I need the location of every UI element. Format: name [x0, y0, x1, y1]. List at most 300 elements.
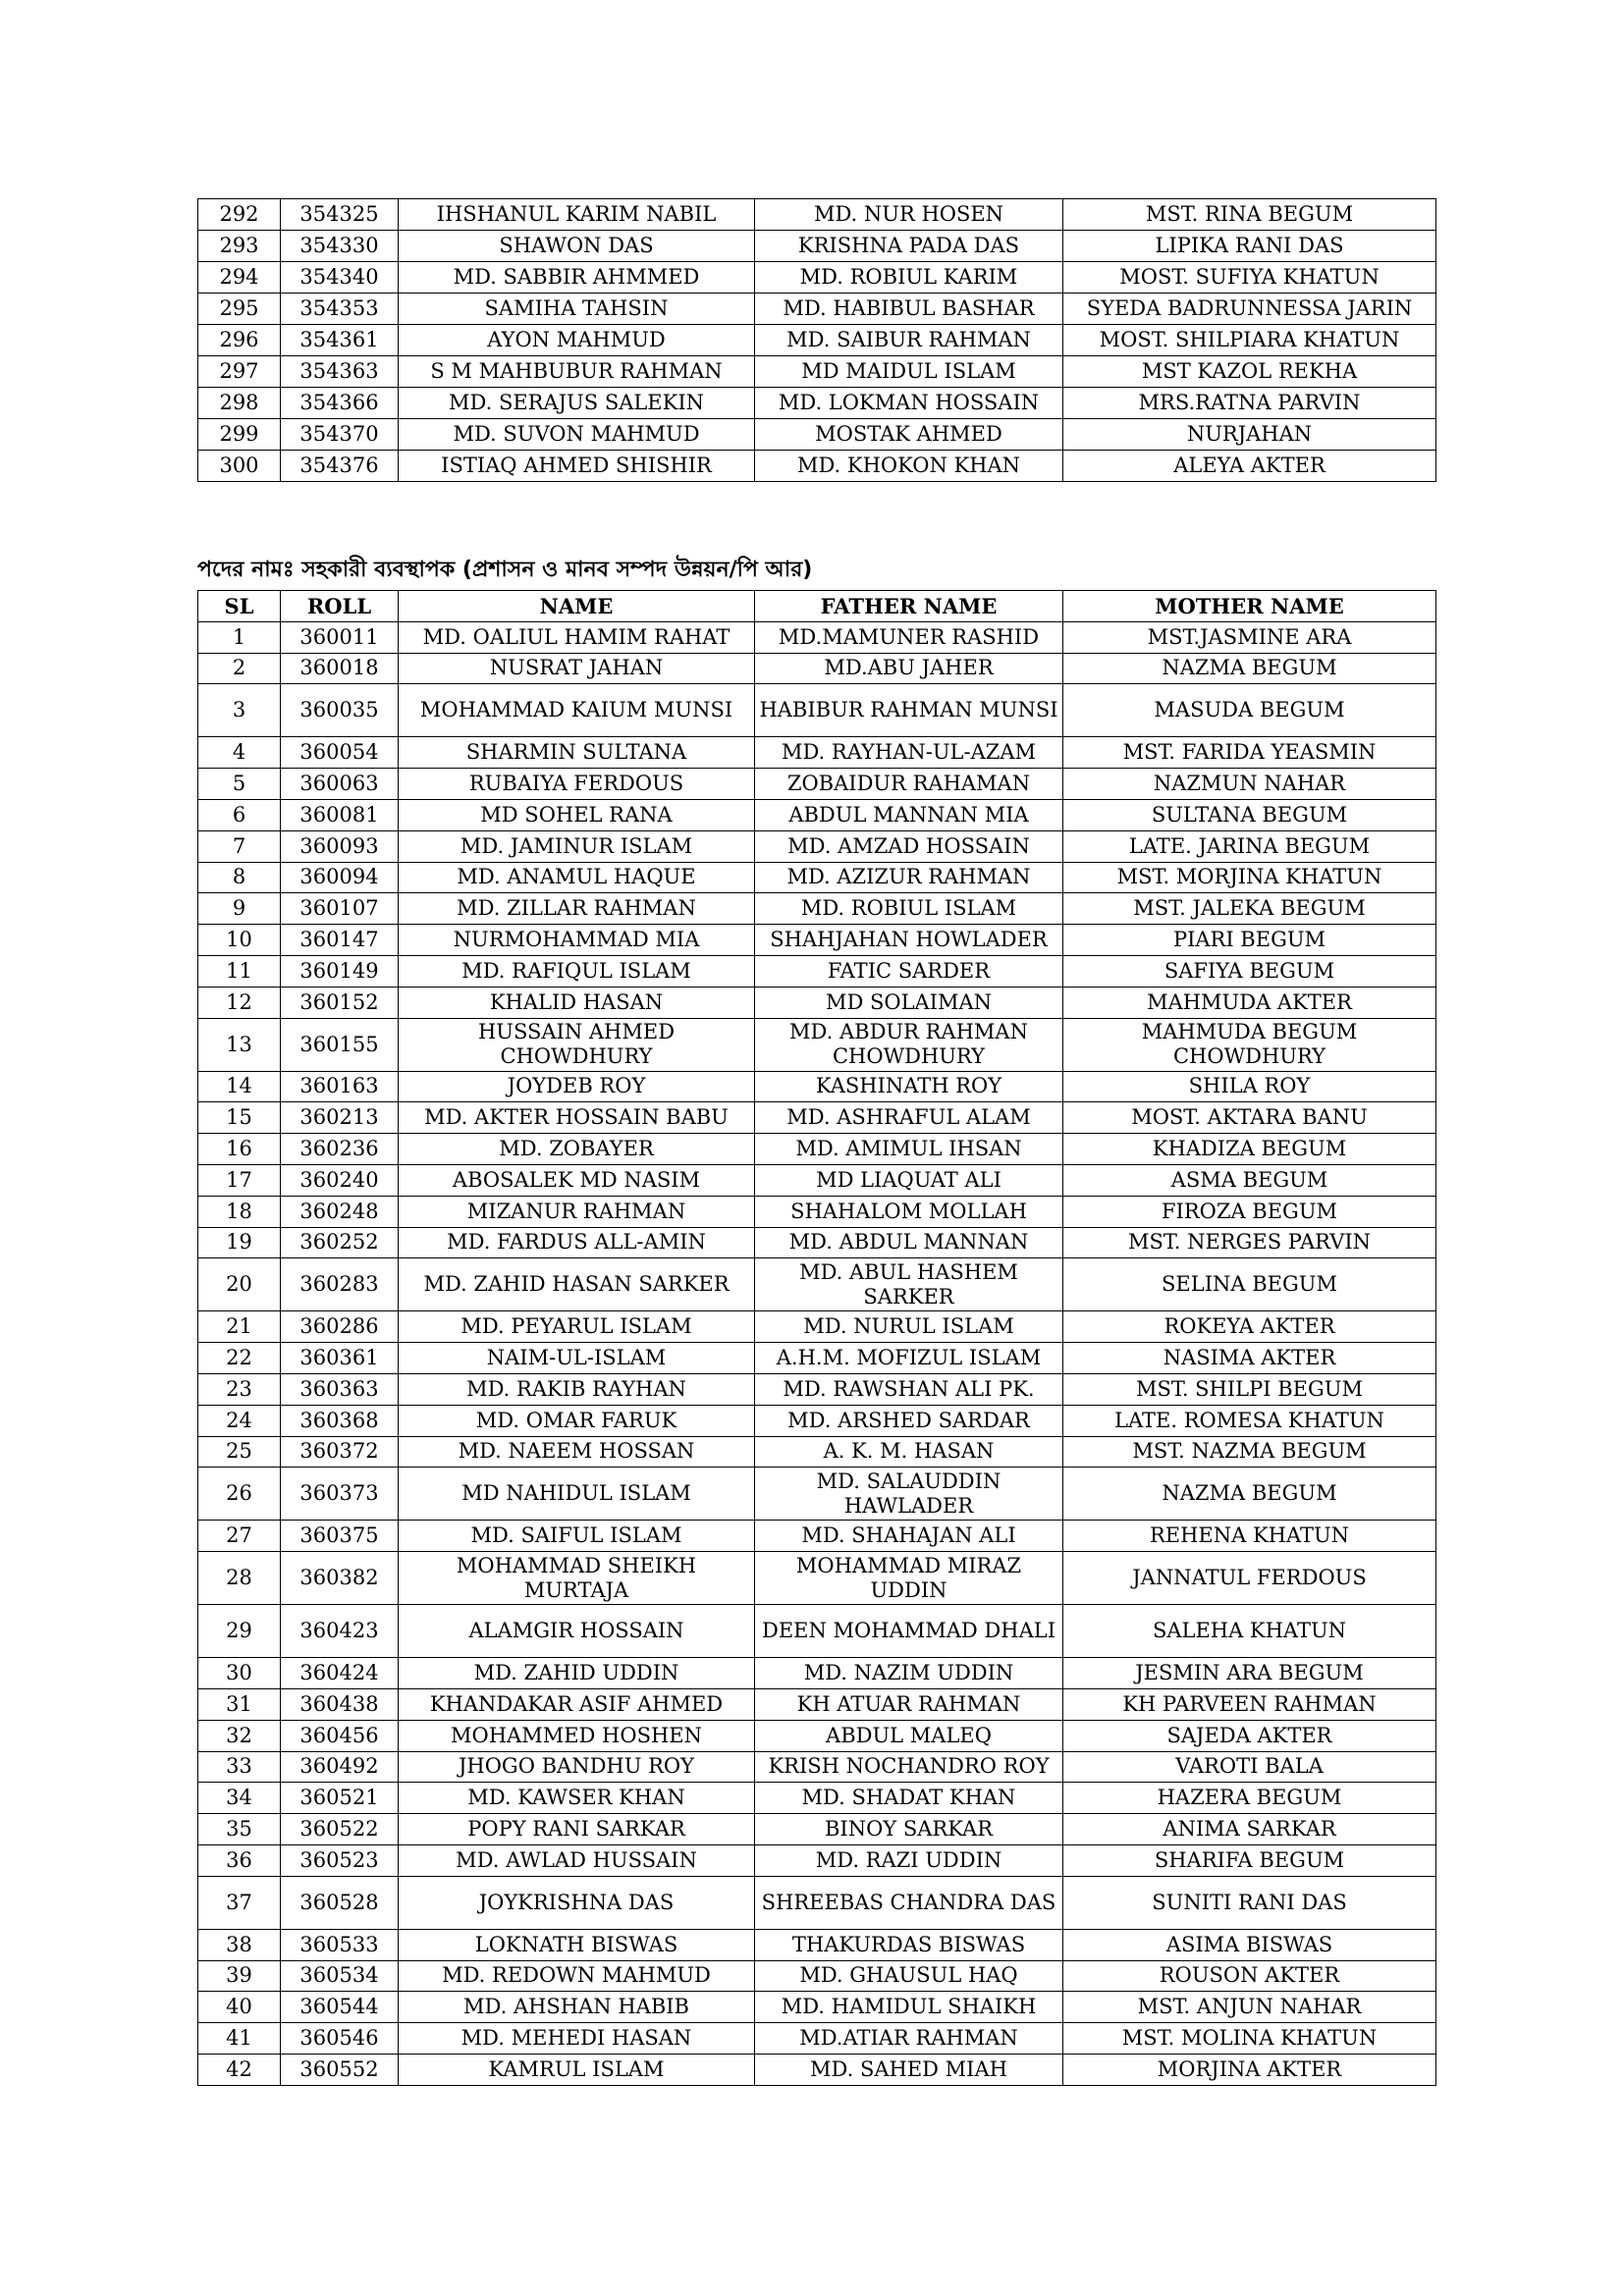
cell-roll: 360054 — [281, 737, 399, 769]
cell-sl: 293 — [198, 231, 281, 262]
cell-father-name: DEEN MOHAMMAD DHALI — [755, 1605, 1063, 1658]
cell-roll: 360163 — [281, 1071, 399, 1102]
cell-father-name: ABDUL MALEQ — [755, 1720, 1063, 1751]
table-row — [198, 799, 1436, 830]
cell-father-name: MD. AMIMUL IHSAN — [755, 1134, 1063, 1165]
cell-sl: 24 — [198, 1405, 281, 1436]
cell-roll: 360375 — [281, 1521, 399, 1552]
cell-mother-name: LIPIKA RANI DAS — [1063, 231, 1436, 262]
cell-father-name: MD. LOKMAN HOSSAIN — [755, 388, 1063, 419]
cell-roll: 354370 — [281, 419, 399, 451]
table-row — [198, 684, 1436, 737]
cell-name: MD. ZAHID UDDIN — [399, 1658, 755, 1689]
table-row — [198, 1071, 1436, 1102]
cell-father-name: MD. SAIBUR RAHMAN — [755, 325, 1063, 356]
cell-roll: 360522 — [281, 1814, 399, 1845]
cell-father-name: HABIBUR RAHMAN MUNSI — [755, 684, 1063, 737]
table-row — [198, 1876, 1436, 1929]
cell-roll: 360248 — [281, 1196, 399, 1227]
cell-mother-name: ROKEYA AKTER — [1063, 1311, 1436, 1343]
cell-mother-name: MST. JALEKA BEGUM — [1063, 893, 1436, 925]
table-row — [198, 1258, 1436, 1311]
table-row — [198, 1373, 1436, 1405]
cell-sl: 19 — [198, 1227, 281, 1258]
cell-father-name: MD.ATIAR RAHMAN — [755, 2023, 1063, 2055]
cell-name: MD. AHSHAN HABIB — [399, 1992, 755, 2023]
cell-roll: 360552 — [281, 2054, 399, 2085]
cell-sl: 8 — [198, 862, 281, 893]
table-row — [198, 199, 1436, 231]
table-row — [198, 1814, 1436, 1845]
table-row — [198, 1196, 1436, 1227]
cell-mother-name: SAFIYA BEGUM — [1063, 955, 1436, 987]
cell-roll: 354353 — [281, 294, 399, 325]
cell-mother-name: KH PARVEEN RAHMAN — [1063, 1688, 1436, 1720]
cell-father-name: MD. NAZIM UDDIN — [755, 1658, 1063, 1689]
cell-father-name: MD. GHAUSUL HAQ — [755, 1960, 1063, 1992]
cell-roll: 354330 — [281, 231, 399, 262]
cell-sl: 23 — [198, 1373, 281, 1405]
cell-father-name: MD LIAQUAT ALI — [755, 1164, 1063, 1196]
cell-mother-name: MOST. AKTARA BANU — [1063, 1102, 1436, 1134]
table-row — [198, 1468, 1436, 1521]
results-table-continued — [197, 198, 1436, 482]
cell-sl: 1 — [198, 621, 281, 653]
cell-name: MD. FARDUS ALL-AMIN — [399, 1227, 755, 1258]
cell-name: MD. NAEEM HOSSAN — [399, 1436, 755, 1468]
cell-name: SHARMIN SULTANA — [399, 737, 755, 769]
cell-mother-name: MASUDA BEGUM — [1063, 684, 1436, 737]
cell-name: ISTIAQ AHMED SHISHIR — [399, 451, 755, 482]
cell-mother-name: SYEDA BADRUNNESSA JARIN — [1063, 294, 1436, 325]
table-row — [198, 1102, 1436, 1134]
cell-roll: 360534 — [281, 1960, 399, 1992]
cell-sl: 2 — [198, 653, 281, 684]
cell-father-name: MD. ARSHED SARDAR — [755, 1405, 1063, 1436]
table-row — [198, 451, 1436, 482]
table-row — [198, 653, 1436, 684]
cell-father-name: MD.MAMUNER RASHID — [755, 621, 1063, 653]
table-row — [198, 769, 1436, 800]
column-header-father-name: FATHER NAME — [755, 591, 1063, 622]
cell-sl: 292 — [198, 199, 281, 231]
cell-sl: 33 — [198, 1751, 281, 1783]
cell-name: AYON MAHMUD — [399, 325, 755, 356]
cell-roll: 360521 — [281, 1783, 399, 1814]
cell-sl: 27 — [198, 1521, 281, 1552]
table-row — [198, 862, 1436, 893]
cell-mother-name: NAZMUN NAHAR — [1063, 769, 1436, 800]
column-header-roll: ROLL — [281, 591, 399, 622]
cell-mother-name: MST. SHILPI BEGUM — [1063, 1373, 1436, 1405]
cell-mother-name: SULTANA BEGUM — [1063, 799, 1436, 830]
column-header-mother-name: MOTHER NAME — [1063, 591, 1436, 622]
cell-mother-name: FIROZA BEGUM — [1063, 1196, 1436, 1227]
cell-father-name: MD. HAMIDUL SHAIKH — [755, 1992, 1063, 2023]
cell-mother-name: MOST. SHILPIARA KHATUN — [1063, 325, 1436, 356]
cell-father-name: MD. RAWSHAN ALI PK. — [755, 1373, 1063, 1405]
cell-name: MD. SABBIR AHMMED — [399, 262, 755, 294]
cell-name: S M MAHBUBUR RAHMAN — [399, 356, 755, 388]
cell-name: MD. JAMINUR ISLAM — [399, 830, 755, 862]
table-row — [198, 1605, 1436, 1658]
cell-roll: 360456 — [281, 1720, 399, 1751]
cell-father-name: MD.ABU JAHER — [755, 653, 1063, 684]
cell-roll: 360149 — [281, 955, 399, 987]
cell-mother-name: LATE. ROMESA KHATUN — [1063, 1405, 1436, 1436]
table-row — [198, 1311, 1436, 1343]
cell-sl: 22 — [198, 1343, 281, 1374]
table-row — [198, 231, 1436, 262]
header-row — [198, 591, 1436, 622]
table-row — [198, 1688, 1436, 1720]
cell-mother-name: ASIMA BISWAS — [1063, 1929, 1436, 1960]
cell-mother-name: MST KAZOL REKHA — [1063, 356, 1436, 388]
table-row — [198, 1751, 1436, 1783]
cell-sl: 32 — [198, 1720, 281, 1751]
cell-sl: 299 — [198, 419, 281, 451]
table-row — [198, 830, 1436, 862]
cell-sl: 15 — [198, 1102, 281, 1134]
cell-roll: 360155 — [281, 1018, 399, 1071]
table-row — [198, 1658, 1436, 1689]
cell-father-name: MD. ROBIUL ISLAM — [755, 893, 1063, 925]
cell-roll: 360240 — [281, 1164, 399, 1196]
cell-name: ABOSALEK MD NASIM — [399, 1164, 755, 1196]
table-row — [198, 294, 1436, 325]
cell-sl: 4 — [198, 737, 281, 769]
cell-father-name: BINOY SARKAR — [755, 1814, 1063, 1845]
table-row — [198, 1521, 1436, 1552]
table-row — [198, 1552, 1436, 1605]
cell-sl: 12 — [198, 987, 281, 1018]
cell-sl: 39 — [198, 1960, 281, 1992]
cell-name: MD. KAWSER KHAN — [399, 1783, 755, 1814]
cell-name: MOHAMMAD KAIUM MUNSI — [399, 684, 755, 737]
table-row — [198, 1018, 1436, 1071]
cell-mother-name: MST. NAZMA BEGUM — [1063, 1436, 1436, 1468]
cell-name: MD. AWLAD HUSSAIN — [399, 1844, 755, 1876]
table-row — [198, 1436, 1436, 1468]
cell-father-name: MOSTAK AHMED — [755, 419, 1063, 451]
table-row — [198, 893, 1436, 925]
cell-name: MD. MEHEDI HASAN — [399, 2023, 755, 2055]
cell-mother-name: SHILA ROY — [1063, 1071, 1436, 1102]
cell-name: NAIM-UL-ISLAM — [399, 1343, 755, 1374]
table-row — [198, 621, 1436, 653]
cell-mother-name: SHARIFA BEGUM — [1063, 1844, 1436, 1876]
cell-roll: 360544 — [281, 1992, 399, 2023]
cell-father-name: MD. HABIBUL BASHAR — [755, 294, 1063, 325]
cell-father-name: MD. SALAUDDIN HAWLADER — [755, 1468, 1063, 1521]
cell-sl: 26 — [198, 1468, 281, 1521]
table-row — [198, 262, 1436, 294]
cell-sl: 13 — [198, 1018, 281, 1071]
section-title: পদের নামঃ সহকারী ব্যবস্থাপক (প্রশাসন ও মানব সম্পদ উন্নয়ন/পি আর) — [197, 558, 813, 582]
cell-roll: 360363 — [281, 1373, 399, 1405]
cell-name: MD. OMAR FARUK — [399, 1405, 755, 1436]
table-row — [198, 1405, 1436, 1436]
cell-sl: 9 — [198, 893, 281, 925]
cell-name: RUBAIYA FERDOUS — [399, 769, 755, 800]
cell-name: SHAWON DAS — [399, 231, 755, 262]
cell-name: MD. ZOBAYER — [399, 1134, 755, 1165]
cell-roll: 360361 — [281, 1343, 399, 1374]
cell-father-name: MD. RAZI UDDIN — [755, 1844, 1063, 1876]
cell-mother-name: SALEHA KHATUN — [1063, 1605, 1436, 1658]
table-row — [198, 1343, 1436, 1374]
cell-name: MD. ZILLAR RAHMAN — [399, 893, 755, 925]
cell-name: MD. SUVON MAHMUD — [399, 419, 755, 451]
cell-mother-name: MST. NERGES PARVIN — [1063, 1227, 1436, 1258]
cell-father-name: MD. SHAHAJAN ALI — [755, 1521, 1063, 1552]
cell-roll: 360528 — [281, 1876, 399, 1929]
cell-roll: 354325 — [281, 199, 399, 231]
cell-name: IHSHANUL KARIM NABIL — [399, 199, 755, 231]
cell-sl: 14 — [198, 1071, 281, 1102]
cell-roll: 360063 — [281, 769, 399, 800]
cell-father-name: MD. KHOKON KHAN — [755, 451, 1063, 482]
cell-roll: 354366 — [281, 388, 399, 419]
cell-father-name: MD. SHADAT KHAN — [755, 1783, 1063, 1814]
cell-father-name: ABDUL MANNAN MIA — [755, 799, 1063, 830]
cell-mother-name: HAZERA BEGUM — [1063, 1783, 1436, 1814]
column-header-sl: SL — [198, 591, 281, 622]
cell-name: LOKNATH BISWAS — [399, 1929, 755, 1960]
cell-mother-name: PIARI BEGUM — [1063, 925, 1436, 956]
cell-mother-name: MST. RINA BEGUM — [1063, 199, 1436, 231]
cell-mother-name: ASMA BEGUM — [1063, 1164, 1436, 1196]
cell-mother-name: NAZMA BEGUM — [1063, 653, 1436, 684]
cell-name: HUSSAIN AHMED CHOWDHURY — [399, 1018, 755, 1071]
cell-mother-name: MST.JASMINE ARA — [1063, 621, 1436, 653]
cell-mother-name: JANNATUL FERDOUS — [1063, 1552, 1436, 1605]
cell-sl: 41 — [198, 2023, 281, 2055]
cell-mother-name: MST. MOLINA KHATUN — [1063, 2023, 1436, 2055]
cell-name: MOHAMMED HOSHEN — [399, 1720, 755, 1751]
cell-name: MD. SERAJUS SALEKIN — [399, 388, 755, 419]
cell-name: MD NAHIDUL ISLAM — [399, 1468, 755, 1521]
cell-mother-name: MORJINA AKTER — [1063, 2054, 1436, 2085]
cell-roll: 360213 — [281, 1102, 399, 1134]
cell-roll: 360423 — [281, 1605, 399, 1658]
table-row — [198, 1134, 1436, 1165]
table-row — [198, 987, 1436, 1018]
cell-name: MD. RAFIQUL ISLAM — [399, 955, 755, 987]
cell-sl: 38 — [198, 1929, 281, 1960]
cell-mother-name: MRS.RATNA PARVIN — [1063, 388, 1436, 419]
cell-roll: 360546 — [281, 2023, 399, 2055]
cell-sl: 297 — [198, 356, 281, 388]
cell-name: SAMIHA TAHSIN — [399, 294, 755, 325]
cell-sl: 298 — [198, 388, 281, 419]
cell-sl: 17 — [198, 1164, 281, 1196]
cell-father-name: KASHINATH ROY — [755, 1071, 1063, 1102]
cell-roll: 354376 — [281, 451, 399, 482]
cell-father-name: MD. NUR HOSEN — [755, 199, 1063, 231]
table-header — [198, 591, 1436, 622]
cell-father-name: A. K. M. HASAN — [755, 1436, 1063, 1468]
cell-sl: 16 — [198, 1134, 281, 1165]
table-row — [198, 356, 1436, 388]
cell-sl: 42 — [198, 2054, 281, 2085]
cell-sl: 300 — [198, 451, 281, 482]
cell-sl: 37 — [198, 1876, 281, 1929]
table-row — [198, 737, 1436, 769]
cell-mother-name: VAROTI BALA — [1063, 1751, 1436, 1783]
table-row — [198, 388, 1436, 419]
cell-father-name: SHAHJAHAN HOWLADER — [755, 925, 1063, 956]
table-row — [198, 1844, 1436, 1876]
cell-father-name: MD. SAHED MIAH — [755, 2054, 1063, 2085]
cell-roll: 360094 — [281, 862, 399, 893]
cell-mother-name: SUNITI RANI DAS — [1063, 1876, 1436, 1929]
cell-name: MD. SAIFUL ISLAM — [399, 1521, 755, 1552]
cell-sl: 296 — [198, 325, 281, 356]
results-table-body — [198, 621, 1436, 2085]
cell-sl: 5 — [198, 769, 281, 800]
cell-father-name: FATIC SARDER — [755, 955, 1063, 987]
table-row — [198, 325, 1436, 356]
cell-father-name: MD. AMZAD HOSSAIN — [755, 830, 1063, 862]
cell-father-name: MD SOLAIMAN — [755, 987, 1063, 1018]
cell-name: MD. REDOWN MAHMUD — [399, 1960, 755, 1992]
table-row — [198, 1227, 1436, 1258]
cell-name: MD. ZAHID HASAN SARKER — [399, 1258, 755, 1311]
cell-sl: 10 — [198, 925, 281, 956]
cell-name: MD. RAKIB RAYHAN — [399, 1373, 755, 1405]
cell-father-name: MD. NURUL ISLAM — [755, 1311, 1063, 1343]
cell-roll: 360093 — [281, 830, 399, 862]
cell-father-name: MD. AZIZUR RAHMAN — [755, 862, 1063, 893]
cell-father-name: MD MAIDUL ISLAM — [755, 356, 1063, 388]
cell-name: MOHAMMAD SHEIKH MURTAJA — [399, 1552, 755, 1605]
cell-father-name: MD. ASHRAFUL ALAM — [755, 1102, 1063, 1134]
table-row — [198, 419, 1436, 451]
cell-sl: 6 — [198, 799, 281, 830]
cell-roll: 360283 — [281, 1258, 399, 1311]
cell-roll: 360147 — [281, 925, 399, 956]
cell-mother-name: JESMIN ARA BEGUM — [1063, 1658, 1436, 1689]
cell-name: JOYDEB ROY — [399, 1071, 755, 1102]
cell-sl: 18 — [198, 1196, 281, 1227]
cell-roll: 354340 — [281, 262, 399, 294]
table-row — [198, 2054, 1436, 2085]
cell-roll: 360107 — [281, 893, 399, 925]
cell-mother-name: NURJAHAN — [1063, 419, 1436, 451]
cell-father-name: THAKURDAS BISWAS — [755, 1929, 1063, 1960]
cell-father-name: MD. ROBIUL KARIM — [755, 262, 1063, 294]
cell-roll: 354363 — [281, 356, 399, 388]
cell-father-name: SHAHALOM MOLLAH — [755, 1196, 1063, 1227]
cell-name: MD. OALIUL HAMIM RAHAT — [399, 621, 755, 653]
cell-roll: 360252 — [281, 1227, 399, 1258]
table-row — [198, 925, 1436, 956]
column-header-name: NAME — [399, 591, 755, 622]
cell-sl: 40 — [198, 1992, 281, 2023]
cell-sl: 25 — [198, 1436, 281, 1468]
cell-roll: 354361 — [281, 325, 399, 356]
cell-roll: 360152 — [281, 987, 399, 1018]
cell-father-name: KRISHNA PADA DAS — [755, 231, 1063, 262]
cell-roll: 360368 — [281, 1405, 399, 1436]
cell-roll: 360523 — [281, 1844, 399, 1876]
cell-sl: 295 — [198, 294, 281, 325]
cell-sl: 36 — [198, 1844, 281, 1876]
cell-name: KHANDAKAR ASIF AHMED — [399, 1688, 755, 1720]
cell-sl: 7 — [198, 830, 281, 862]
cell-mother-name: ALEYA AKTER — [1063, 451, 1436, 482]
cell-mother-name: ANIMA SARKAR — [1063, 1814, 1436, 1845]
cell-roll: 360492 — [281, 1751, 399, 1783]
cell-mother-name: MST. MORJINA KHATUN — [1063, 862, 1436, 893]
cell-father-name: ZOBAIDUR RAHAMAN — [755, 769, 1063, 800]
cell-name: JOYKRISHNA DAS — [399, 1876, 755, 1929]
cell-mother-name: MST. ANJUN NAHAR — [1063, 1992, 1436, 2023]
table-row — [198, 1783, 1436, 1814]
cell-father-name: MD. ABDUR RAHMAN CHOWDHURY — [755, 1018, 1063, 1071]
cell-mother-name: MST. FARIDA YEASMIN — [1063, 737, 1436, 769]
cell-sl: 28 — [198, 1552, 281, 1605]
cell-name: MD. PEYARUL ISLAM — [399, 1311, 755, 1343]
cell-mother-name: SELINA BEGUM — [1063, 1258, 1436, 1311]
table-row — [198, 1929, 1436, 1960]
cell-name: JHOGO BANDHU ROY — [399, 1751, 755, 1783]
cell-father-name: MD. ABUL HASHEM SARKER — [755, 1258, 1063, 1311]
results-table-continued-body — [198, 199, 1436, 482]
table-row — [198, 1992, 1436, 2023]
cell-sl: 30 — [198, 1658, 281, 1689]
cell-sl: 3 — [198, 684, 281, 737]
cell-father-name: SHREEBAS CHANDRA DAS — [755, 1876, 1063, 1929]
cell-name: POPY RANI SARKAR — [399, 1814, 755, 1845]
table-row — [198, 1164, 1436, 1196]
cell-name: KHALID HASAN — [399, 987, 755, 1018]
cell-mother-name: SAJEDA AKTER — [1063, 1720, 1436, 1751]
cell-name: KAMRUL ISLAM — [399, 2054, 755, 2085]
cell-name: NUSRAT JAHAN — [399, 653, 755, 684]
cell-sl: 21 — [198, 1311, 281, 1343]
cell-sl: 35 — [198, 1814, 281, 1845]
cell-name: ALAMGIR HOSSAIN — [399, 1605, 755, 1658]
cell-father-name: KRISH NOCHANDRO ROY — [755, 1751, 1063, 1783]
cell-sl: 294 — [198, 262, 281, 294]
cell-mother-name: REHENA KHATUN — [1063, 1521, 1436, 1552]
cell-father-name: MD. RAYHAN-UL-AZAM — [755, 737, 1063, 769]
cell-roll: 360081 — [281, 799, 399, 830]
cell-mother-name: MAHMUDA AKTER — [1063, 987, 1436, 1018]
cell-roll: 360018 — [281, 653, 399, 684]
cell-father-name: KH ATUAR RAHMAN — [755, 1688, 1063, 1720]
cell-sl: 29 — [198, 1605, 281, 1658]
cell-roll: 360424 — [281, 1658, 399, 1689]
cell-roll: 360286 — [281, 1311, 399, 1343]
cell-father-name: A.H.M. MOFIZUL ISLAM — [755, 1343, 1063, 1374]
table-row — [198, 1720, 1436, 1751]
cell-mother-name: MOST. SUFIYA KHATUN — [1063, 262, 1436, 294]
cell-name: MIZANUR RAHMAN — [399, 1196, 755, 1227]
table-row — [198, 955, 1436, 987]
cell-mother-name: KHADIZA BEGUM — [1063, 1134, 1436, 1165]
cell-mother-name: NAZMA BEGUM — [1063, 1468, 1436, 1521]
cell-mother-name: ROUSON AKTER — [1063, 1960, 1436, 1992]
cell-name: MD. ANAMUL HAQUE — [399, 862, 755, 893]
cell-roll: 360533 — [281, 1929, 399, 1960]
cell-roll: 360382 — [281, 1552, 399, 1605]
cell-roll: 360236 — [281, 1134, 399, 1165]
cell-name: MD SOHEL RANA — [399, 799, 755, 830]
table-row — [198, 1960, 1436, 1992]
